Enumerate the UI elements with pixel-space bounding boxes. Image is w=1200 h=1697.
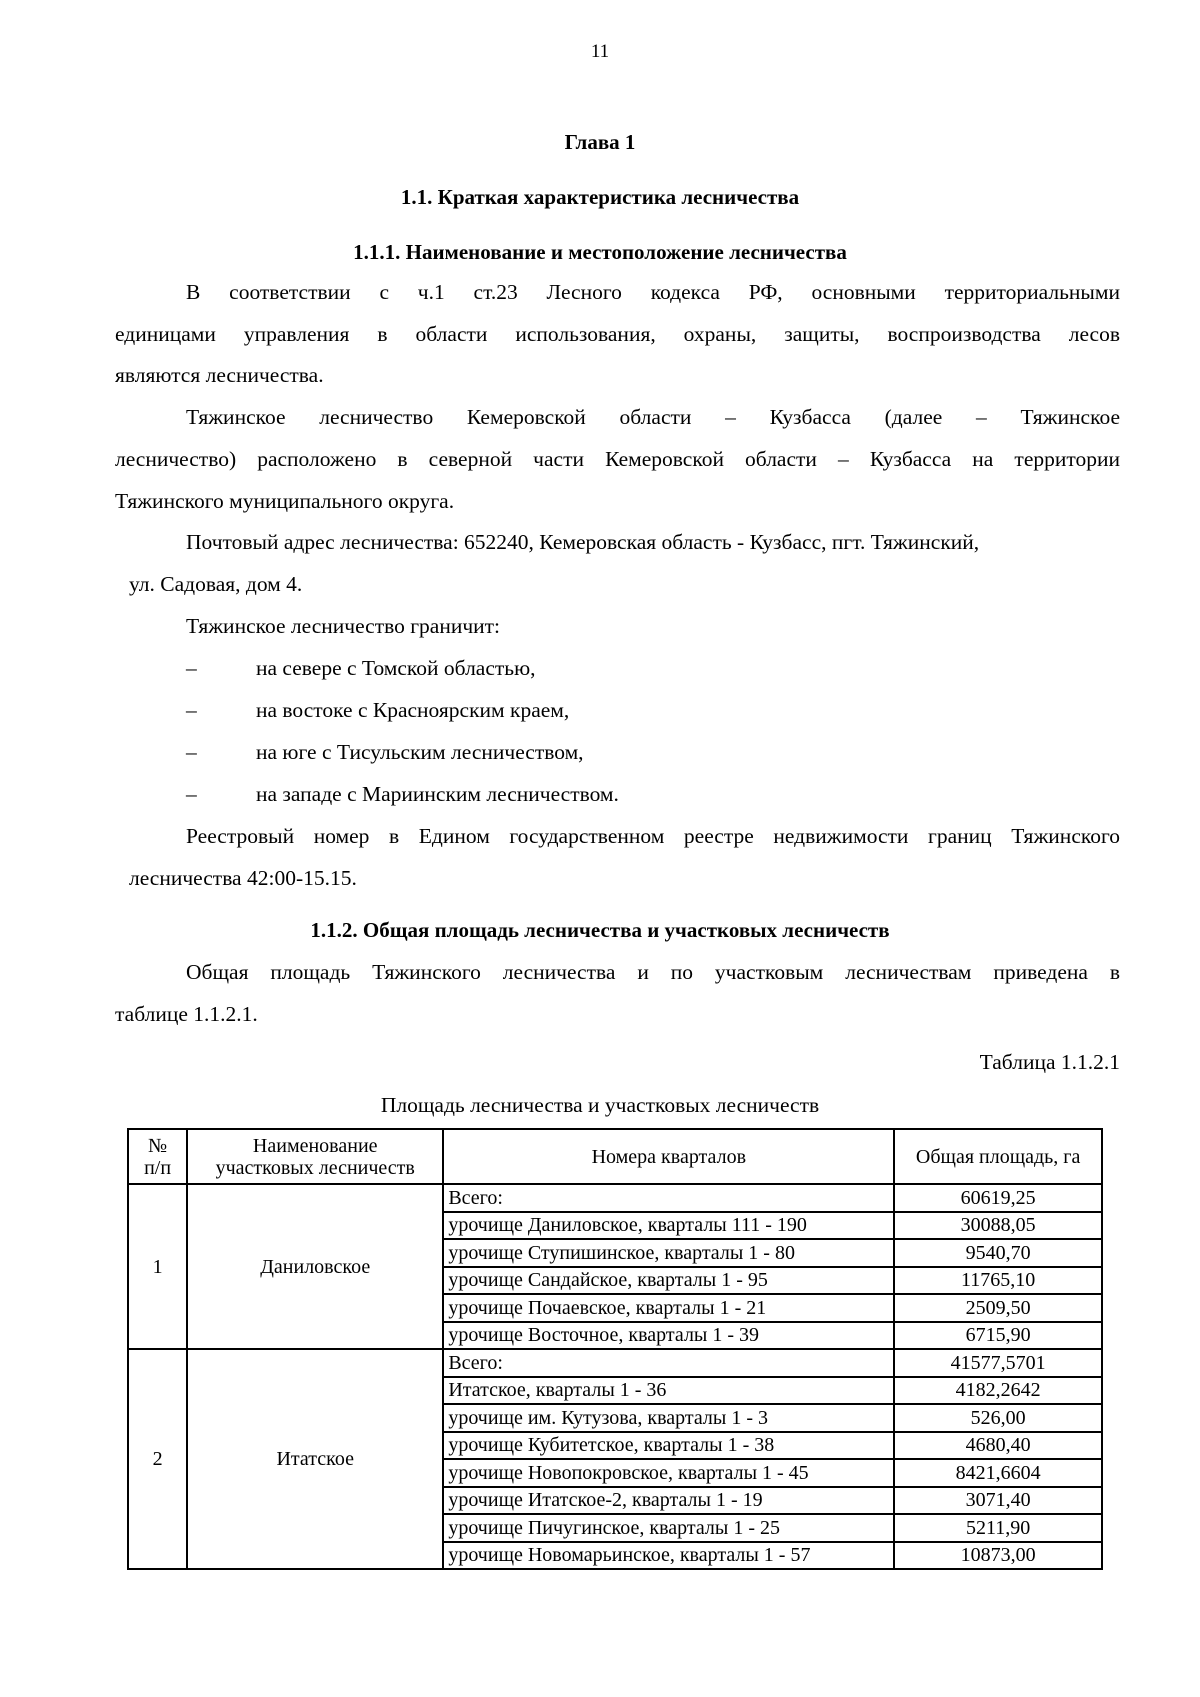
section-title-1-1-1: 1.1.1. Наименование и местоположение лесничества [353,240,847,264]
text-line: являются лесничества. [115,363,324,387]
area-table [127,1128,1103,1570]
cell-quarters: урочище Даниловское, кварталы 111 - 190 [443,1212,894,1240]
cell-quarters: урочище Сандайское, кварталы 1 - 95 [443,1267,894,1295]
table-row [128,1349,1102,1377]
cell-forestry-name: Даниловское [187,1184,443,1349]
cell-quarters: урочище Новомарьинское, кварталы 1 - 57 [443,1542,894,1570]
text-line: таблице 1.1.2.1. [115,1002,258,1026]
cell-quarters: урочище Восточное, кварталы 1 - 39 [443,1322,894,1350]
cell-area: 5211,90 [894,1514,1102,1542]
cell-area: 11765,10 [894,1267,1102,1295]
header-name-line-2: участковых лесничеств [215,1156,415,1179]
cell-area: 60619,25 [894,1184,1102,1212]
cell-quarters: урочище им. Кутузова, кварталы 1 - 3 [443,1404,894,1432]
cell-area: 2509,50 [894,1294,1102,1322]
list-dash: – [186,656,197,680]
cell-quarters: Всего: [443,1184,894,1212]
text-line: Тяжинского муниципального округа. [115,489,455,513]
cell-quarters: урочище Ступишинское, кварталы 1 - 80 [443,1239,894,1267]
header-name-line-1: Наименование [252,1134,378,1157]
cell-number: 2 [128,1349,187,1569]
header-number [128,1129,187,1184]
list-item: на востоке с Красноярским краем, [256,698,570,722]
table-header-row [128,1129,1102,1184]
cell-quarters: урочище Почаевское, кварталы 1 - 21 [443,1294,894,1322]
list-dash: – [186,698,197,722]
cell-area: 4182,2642 [894,1377,1102,1405]
cell-quarters: урочище Пичугинское, кварталы 1 - 25 [443,1514,894,1542]
cell-area: 41577,5701 [894,1349,1102,1377]
header-number-line-2: п/п [144,1156,172,1179]
list-item: на севере с Томской областью, [256,656,536,680]
chapter-title: Глава 1 [564,130,636,154]
cell-area: 526,00 [894,1404,1102,1432]
cell-quarters: урочище Новопокровское, кварталы 1 - 45 [443,1459,894,1487]
text-line: Почтовый адрес лесничества: 652240, Кемеровская область - Кузбасс, пгт. Тяжинский, [186,530,980,554]
cell-quarters: урочище Итатское-2, кварталы 1 - 19 [443,1487,894,1515]
list-item: на юге с Тисульским лесничеством, [256,740,584,764]
list-item: на западе с Мариинским лесничеством. [256,782,619,806]
text-line: единицами управления в области использования, охраны, защиты, воспроизводства лесов [115,322,1120,346]
cell-area: 3071,40 [894,1487,1102,1515]
section-title-1-1: 1.1. Краткая характеристика лесничества [400,185,800,209]
cell-forestry-name: Итатское [187,1349,443,1569]
text-line: Общая площадь Тяжинского лесничества и по участковым лесничествам приведена в [186,960,1120,984]
cell-area: 4680,40 [894,1432,1102,1460]
cell-area: 6715,90 [894,1322,1102,1350]
cell-quarters: урочище Кубитетское, кварталы 1 - 38 [443,1432,894,1460]
cell-quarters: Всего: [443,1349,894,1377]
table-caption: Площадь лесничества и участковых лесничеств [380,1093,820,1117]
cell-number: 1 [128,1184,187,1349]
list-dash: – [186,782,197,806]
text-line: ул. Садовая, дом 4. [129,572,303,596]
text-line: Тяжинское лесничество Кемеровской области – Кузбасса (далее – Тяжинское [186,405,1120,429]
table-label: Таблица 1.1.2.1 [979,1050,1120,1074]
cell-quarters: Итатское, кварталы 1 - 36 [443,1377,894,1405]
table-row [128,1184,1102,1212]
text-line: В соответствии с ч.1 ст.23 Лесного кодекса РФ, основными территориальными [186,280,1120,304]
text-line: лесничества 42:00-15.15. [129,866,357,890]
cell-area: 8421,6604 [894,1459,1102,1487]
cell-area: 30088,05 [894,1212,1102,1240]
header-area: Общая площадь, га [894,1129,1102,1184]
header-number-line-1: № [148,1134,168,1157]
paragraph-borders-intro: Тяжинское лесничество граничит: [186,614,501,638]
text-line: лесничество) расположено в северной части Кемеровской области – Кузбасса на территории [115,447,1120,471]
cell-area: 9540,70 [894,1239,1102,1267]
list-dash: – [186,740,197,764]
header-quarters: Номера кварталов [443,1129,894,1184]
page-number: 11 [590,41,610,62]
text-line: Реестровый номер в Едином государственном реестре недвижимости границ Тяжинского [186,824,1120,848]
header-name [187,1129,443,1184]
cell-area: 10873,00 [894,1542,1102,1570]
section-title-1-1-2: 1.1.2. Общая площадь лесничества и участковых лесничеств [310,918,890,942]
